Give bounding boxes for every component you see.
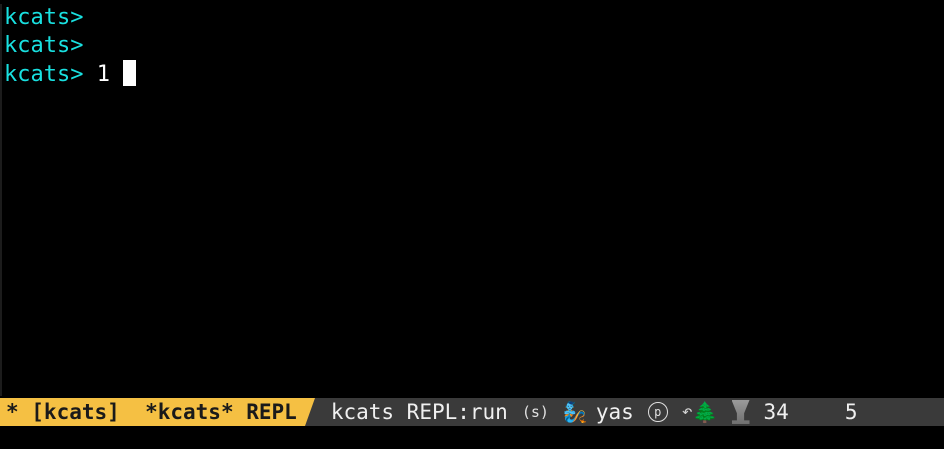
column-number: 5 [844,400,858,424]
genie-icon: 🧞 [562,400,588,424]
mode-line-separator [305,398,315,426]
minibuffer[interactable] [0,426,944,449]
pedestal-icon [732,400,750,424]
tree-icon: 🌲 [692,400,718,424]
repl-line-current[interactable] [2,60,944,88]
projectile-icon[interactable]: p [648,402,668,422]
buffer-name[interactable]: *kcats* REPL [145,400,297,424]
major-mode[interactable]: kcats REPL:run [330,400,508,424]
repl-prompt: kcats> [4,33,84,58]
repl-input[interactable]: 1 [96,62,110,87]
mode-line-buffer-segment[interactable] [0,398,305,426]
repl-prompt: kcats> [4,5,84,30]
yas-minor-mode[interactable]: yas [595,400,634,424]
smartparens-icon[interactable]: (s) [521,403,549,421]
mode-line [0,398,944,426]
repl-buffer[interactable] [0,4,944,396]
undo-tree-icon[interactable]: ↶ [681,401,693,422]
repl-line [2,4,944,32]
mode-line-info-segment [315,398,858,426]
buffer-state: * [kcats] [6,400,120,424]
line-number: 34 [763,400,789,424]
text-cursor [123,60,136,86]
repl-prompt: kcats> [4,62,84,87]
repl-line [2,32,944,60]
